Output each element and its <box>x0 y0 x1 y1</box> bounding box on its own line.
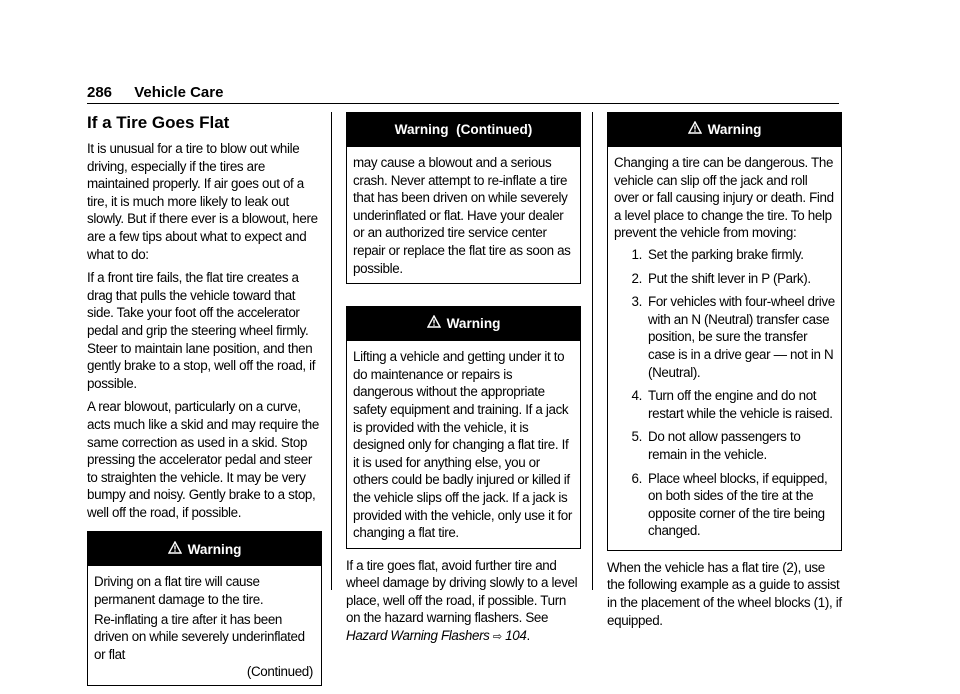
paragraph-rear-blowout: A rear blowout, particularly on a curve, acts much like a skid and may require the same correction as used in a skid. Stop pressing the accelerator pedal and steer to straighten the vehicle. It may be very bumpy and noisy. Gently brake to a stop, well off the road, if possible. <box>87 399 320 520</box>
warning-box-continued <box>346 112 581 284</box>
step-item <box>614 270 835 288</box>
paragraph-front-tire: If a front tire fails, the flat tire creates a drag that pulls the vehicle toward that side. Take your foot off the accelerator pedal and grip the steering wheel firmly. Steer to maintain lane position, and then gently brake to a stop, well off the road, if possible. <box>87 270 316 391</box>
step-number: 6. <box>631 470 642 486</box>
page-reference-arrow-icon: ⇨ <box>492 631 502 644</box>
step-text: Do not allow passengers to remain in the vehicle. <box>648 429 801 462</box>
page-number: 286 <box>87 84 113 101</box>
column-1 <box>87 112 322 694</box>
warning-box-changing-tire <box>607 112 842 551</box>
warning-triangle-icon <box>168 541 182 559</box>
warning-body-changing <box>608 147 841 550</box>
warning-changing-intro: Changing a tire can be dangerous. The vehicle can slip off the jack and roll over or fall causing injury or death. Find a level place to change the tire. To help prevent the vehicle from moving: <box>614 155 834 241</box>
step-item <box>614 293 835 381</box>
step-text: Set the parking brake firmly. <box>648 246 804 262</box>
warning-triangle-icon <box>688 121 702 139</box>
step-text: Turn off the engine and do not restart while the vehicle is raised. <box>648 388 833 421</box>
paragraph-flat-tire <box>346 557 581 647</box>
step-item <box>614 428 835 463</box>
step-item <box>614 470 835 540</box>
warning-line-2: Re-inflating a tire after it has been driven on while severely underinflated or flat <box>94 611 305 662</box>
reference-page-number[interactable]: 104 <box>505 628 527 644</box>
paragraph-wheel-blocks: When the vehicle has a flat tire (2), use the following example as a guide to assist in the placement of the wheel blocks (1), if equipped. <box>607 559 842 628</box>
warning-body-jack <box>347 341 580 548</box>
warning-triangle-icon <box>427 315 441 333</box>
warning-heading: Warning <box>187 541 242 557</box>
warning-heading-changing: Warning <box>707 122 762 138</box>
column-divider-2 <box>592 112 593 590</box>
paragraph-end: . <box>526 628 530 644</box>
step-text: For vehicles with four-wheel drive with an N (Neutral) transfer case position, be sure the transfer case is in a drive gear — not in N (Neutral). <box>648 294 835 380</box>
warning-box-flat-tire <box>87 531 322 686</box>
step-text: Place wheel blocks, if equipped, on both sides of the tire at the opposite corner of the tire being changed. <box>648 470 828 539</box>
step-text: Put the shift lever in P (Park). <box>648 270 811 286</box>
warning-header-continued <box>347 113 580 147</box>
paragraph-intro: It is unusual for a tire to blow out while driving, especially if the tires are maintained properly. If air goes out of a tire, it is much more likely to leak out slowly. But if there ever is a blowout, here are a few tips about what to expect and what to do: <box>87 141 318 262</box>
warning-continued-text: may cause a blowout and a serious crash. Never attempt to re-inflate a tire that has been driven on while severely underinflated or flat. Have your dealer or an authorized tire service center repair or replace the flat tire as soon as possible. <box>353 155 571 276</box>
warning-body-continued <box>347 147 580 283</box>
column-3 <box>607 112 842 635</box>
page-header <box>87 84 223 101</box>
warning-body <box>88 566 321 685</box>
hazard-flashers-reference[interactable]: Hazard Warning Flashers <box>346 628 490 644</box>
safety-steps-list <box>614 246 835 540</box>
column-2 <box>346 112 581 653</box>
warning-heading-jack: Warning <box>446 316 501 332</box>
section-title: Vehicle Care <box>134 84 224 101</box>
warning-heading-continued: Warning (Continued) <box>394 122 533 138</box>
step-number: 5. <box>631 429 642 445</box>
step-number: 4. <box>631 388 642 404</box>
section-heading: If a Tire Goes Flat <box>87 113 230 132</box>
warning-header <box>88 532 321 566</box>
header-rule <box>87 103 839 104</box>
step-number: 2. <box>631 270 642 286</box>
step-number: 1. <box>631 246 642 262</box>
step-item <box>614 387 835 422</box>
warning-header-jack <box>347 307 580 341</box>
warning-box-jack <box>346 306 581 549</box>
warning-header-changing <box>608 113 841 147</box>
step-number: 3. <box>631 294 642 310</box>
column-divider-1 <box>331 112 332 590</box>
step-item <box>614 246 835 264</box>
warning-line-1: Driving on a flat tire will cause permanent damage to the tire. <box>94 574 264 608</box>
paragraph-flat-tire-text: If a tire goes flat, avoid further tire and wheel damage by driving slowly to a level place, well off the road, if possible. Turn on the hazard warning flashers. See <box>346 557 578 626</box>
warning-jack-text: Lifting a vehicle and getting under it to do maintenance or repairs is dangerous without the appropriate safety equipment and training. If a jack is provided with the vehicle, it is designed only for changing a flat tire. If it is used for anything else, you or others could be badly injured or killed if the vehicle slips off the jack. If a jack is provided with the vehicle, only use it for changing a flat tire. <box>353 349 573 541</box>
continued-label: (Continued) <box>246 664 313 680</box>
